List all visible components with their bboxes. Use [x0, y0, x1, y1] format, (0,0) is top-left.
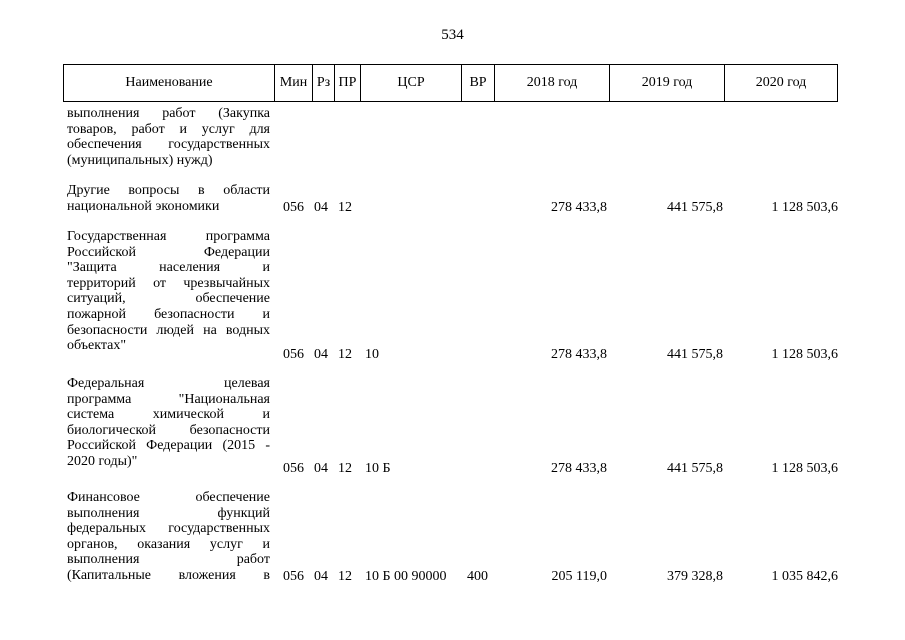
page-number: 534 [441, 27, 464, 43]
row-2018: 278 433,8 [551, 461, 607, 476]
row-csr: 10 Б [365, 461, 391, 476]
row-rz: 04 [314, 200, 328, 215]
row-name: Другие вопросы в области национальной экономики [67, 183, 270, 214]
row-2019: 379 328,8 [667, 569, 723, 584]
row-min: 056 [283, 200, 304, 215]
row-pr: 12 [338, 347, 352, 362]
row-2018: 278 433,8 [551, 347, 607, 362]
row-vr: 400 [467, 569, 488, 584]
row-2019: 441 575,8 [667, 200, 723, 215]
row-rz: 04 [314, 461, 328, 476]
row-pr: 12 [338, 461, 352, 476]
row-name: выполнения работ (Закупка товаров, работ и услуг для обеспечения государственных (муниципальных) нужд) [67, 106, 270, 168]
row-2020: 1 035 842,6 [771, 569, 838, 584]
row-2020: 1 128 503,6 [771, 347, 838, 362]
row-rz: 04 [314, 569, 328, 584]
row-2019: 441 575,8 [667, 461, 723, 476]
row-csr: 10 [365, 347, 379, 362]
header-2018: 2018 год [495, 65, 610, 101]
row-name: Финансовое обеспечение выполнения функций федеральных государственных органов, оказания услуг и выполнения работ (Капитальные вложения в [67, 490, 270, 583]
row-2018: 205 119,0 [551, 569, 607, 584]
header-name: Наименование [64, 65, 275, 101]
row-2020: 1 128 503,6 [771, 200, 838, 215]
header-pr: ПР [335, 65, 361, 101]
header-vr: ВР [462, 65, 495, 101]
row-2020: 1 128 503,6 [771, 461, 838, 476]
header-rz: Рз [313, 65, 335, 101]
row-min: 056 [283, 347, 304, 362]
header-2019: 2019 год [610, 65, 725, 101]
row-2018: 278 433,8 [551, 200, 607, 215]
row-2019: 441 575,8 [667, 347, 723, 362]
table-header [63, 64, 838, 102]
row-rz: 04 [314, 347, 328, 362]
row-min: 056 [283, 569, 304, 584]
row-pr: 12 [338, 569, 352, 584]
row-csr: 10 Б 00 90000 [365, 569, 447, 584]
row-min: 056 [283, 461, 304, 476]
header-min: Мин [275, 65, 313, 101]
row-name: Федеральная целевая программа "Национальная система химической и биологической безопасности Российской Федерации (2015 - 2020 годы)" [67, 376, 270, 469]
row-name: Государственная программа Российской Федерации "Защита населения и территорий от чрезвычайных ситуаций, обеспечение пожарной безопасности и безопасности людей на водных объектах" [67, 229, 270, 354]
row-pr: 12 [338, 200, 352, 215]
header-csr: ЦСР [361, 65, 462, 101]
header-2020: 2020 год [755, 75, 807, 90]
